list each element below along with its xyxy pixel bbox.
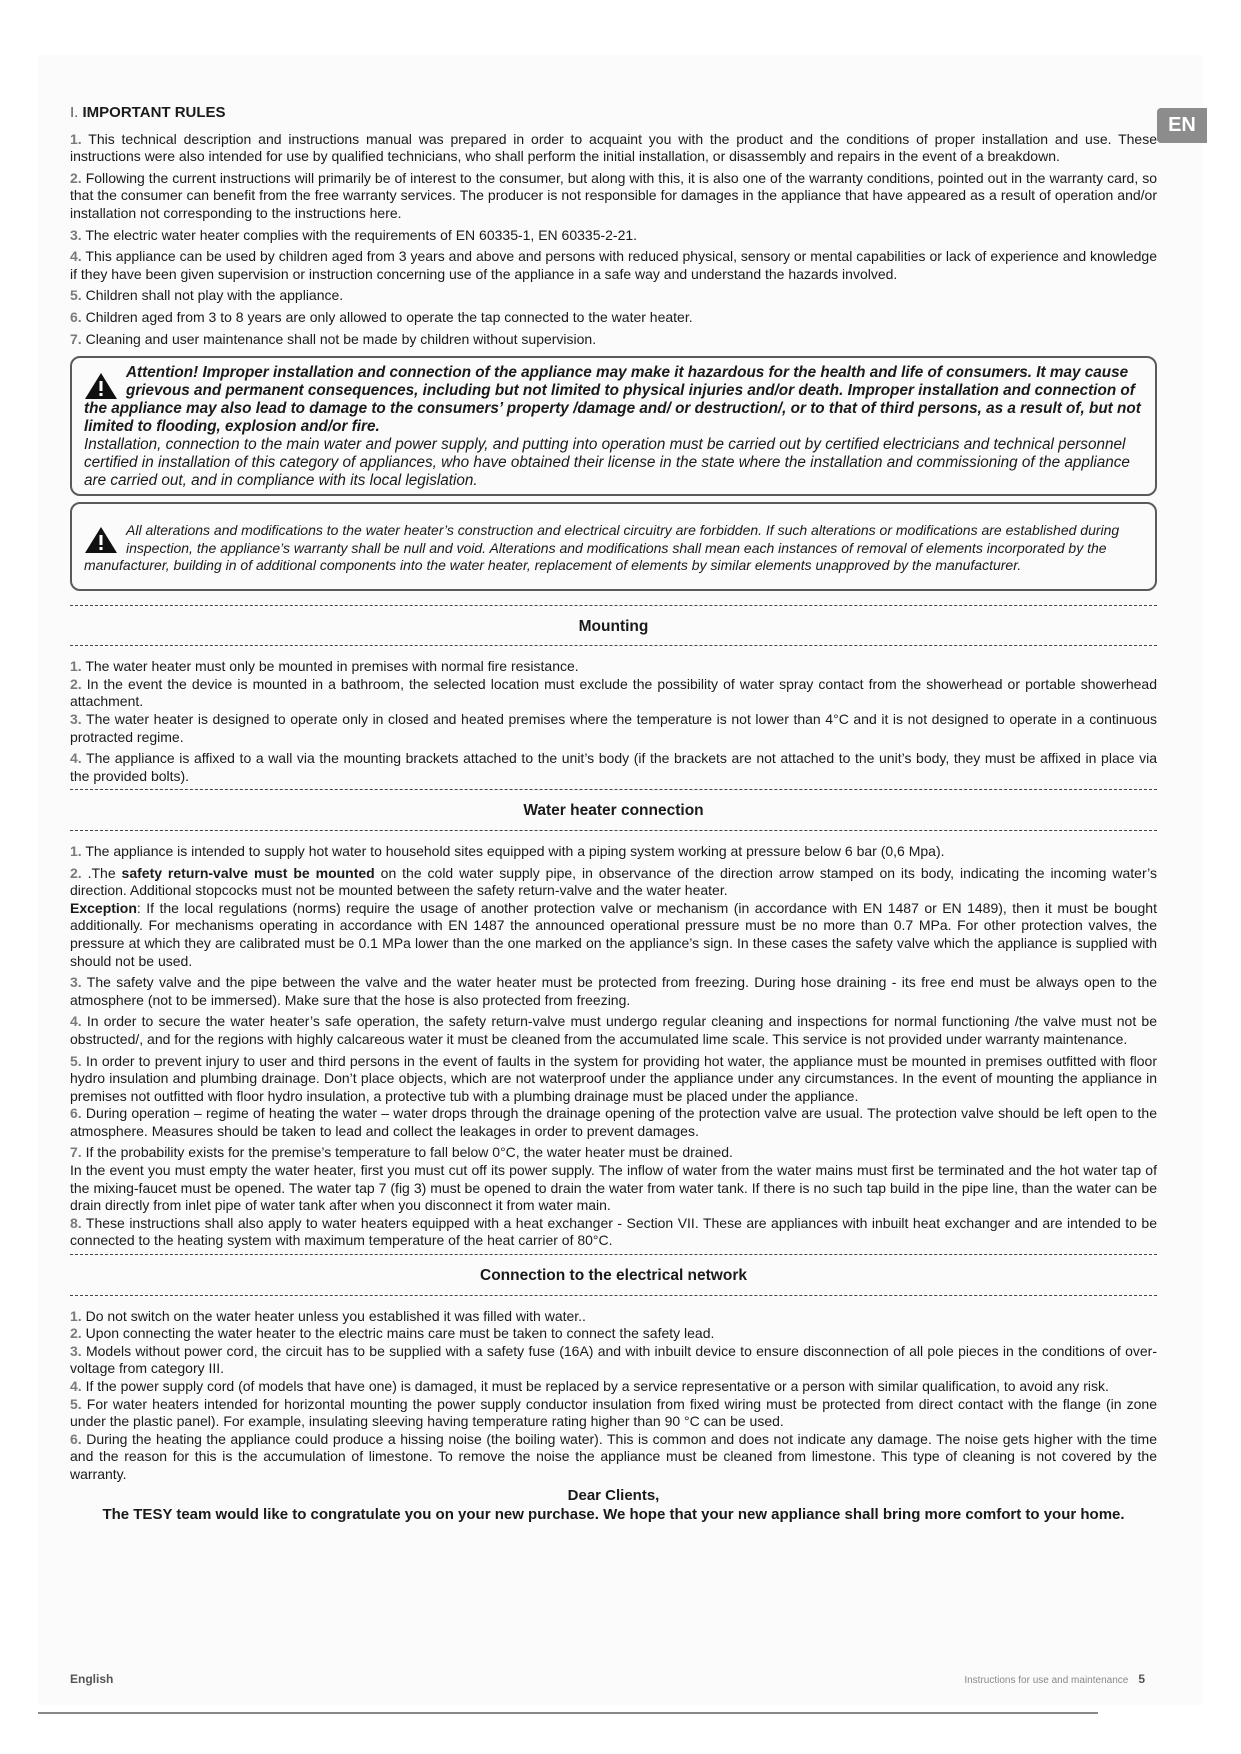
modifications-warning-box	[70, 502, 1157, 591]
rule-item-6: 6. Children aged from 3 to 8 years are only allowed to operate the tap connected to the water heater.	[70, 308, 693, 325]
footer-doc-title	[964, 1672, 1145, 1686]
rule-item-1: 1. This technical description and instructions manual was prepared in order to acquaint you with the product and the conditions of proper installation and use. These instructions were also intended for use by qualified technicians, who shall perform the initial installation, or disassembly and repairs in the event of a breakdown.	[70, 130, 1157, 165]
water-item-2: 2. .The safety return-valve must be mounted on the cold water supply pipe, in observance of the direction arrow stamped on its body, indicating the incoming water’s direction. Additional stopcocks must not be mounted between the safety return-valve and the water heater.	[70, 864, 1157, 899]
section-number: I.	[70, 104, 79, 121]
rule-item-4: 4. This appliance can be used by children aged from 3 years and above and persons with reduced physical, sensory or mental capabilities or lack of experience and knowledge if they have been given supervision or instruction concerning use of the appliance in a safe way and understand the hazards involved.	[70, 248, 1157, 282]
warning-triangle-icon	[84, 372, 118, 400]
attention-warning-bold: Attention! Improper installation and connection of the appliance may make it hazardous for the health and life of consumers. It may cause grievous and permanent consequences, including but not limited to physical injuries and/or death. Improper installation and connection of the appliance may also lead to damage to the consumers’ property /damage and/ or destruction/, or to that of third persons, as a result of, but not limited to flooding, explosion and/or fire.	[84, 364, 1141, 436]
closing-message: The TESY team would like to congratulate you on your new purchase. We hope that your new appliance shall bring more comfort to your home.	[102, 1505, 1125, 1523]
electrical-item-2: 2. Upon connecting the water heater to the electric mains care must be taken to connect the safety lead.	[70, 1325, 715, 1342]
page-content	[70, 104, 1157, 1524]
water-item-4: 4. In order to secure the water heater’s safe operation, the safety return-valve must undergo regular cleaning and inspections for normal functioning /the valve must not be obstructed/, and for the regions with highly calcareous water it must be cleaned from the accumulated lime scale. This service is not provided under warranty maintenance.	[70, 1013, 1157, 1047]
water-item-3: 3. The safety valve and the pipe between the valve and the water heater must be protected from freezing. During hose draining - its free end must be always open to the atmosphere (not to be immersed). Make sure that the hose is also protected from freezing.	[70, 974, 1158, 1008]
section-title-text: IMPORTANT RULES	[82, 104, 226, 121]
mounting-item-4: 4. The appliance is affixed to a wall via the mounting brackets attached to the unit’s body (if the brackets are not attached to the unit’s body, they must be affixed in place via the provided bolts).	[70, 750, 1157, 784]
water-connection-heading: Water heater connection	[523, 802, 704, 820]
warning-triangle-icon	[84, 526, 118, 554]
electrical-item-6: 6. During the heating the appliance could produce a hissing noise (the boiling water). This is common and does not indicate any damage. The noise gets higher with the time and the reason for this is the accumulation of limestone. To remove the noise the appliance must be cleaned from limestone. This type of cleaning is not covered by the warranty.	[70, 1430, 1158, 1482]
mounting-item-3: 3. The water heater is designed to operate only in closed and heated premises where the temperature is not lower than 4°C and it is not designed to operate in a continuous protracted regime.	[70, 711, 1157, 745]
footer-language: English	[70, 1672, 114, 1686]
water-item-7-continued: In the event you must empty the water heater, first you must cut off its power supply. The inflow of water from the water mains must first be terminated and the hot water tap of the mixing-faucet must be opened. The water tap 7 (fig 3) must be opened to drain the water from water tank. If there is no such tap build in the pipe line, than the water can be drain directly from inlet pipe of water tank after when you disconnect it from water main.	[70, 1162, 1157, 1214]
closing-salutation: Dear Clients,	[567, 1486, 660, 1504]
page-number: 5	[1138, 1672, 1145, 1686]
water-item-5: 5. In order to prevent injury to user and third persons in the event of faults in the system for providing hot water, the appliance must be mounted in premises outfitted with floor hydro insulation and plumbing drainage. Don’t place objects, which are not waterproof under the appliance under any circumstances. In the event of mounting the appliance in premises not outfitted with floor hydro insulation, a protective tub with a plumbing drainage must be placed under the appliance.	[70, 1052, 1157, 1104]
language-tab: EN	[1157, 108, 1207, 143]
water-exception: Exception: If the local regulations (norms) require the usage of another protection valve or mechanism (in accordance with EN 1487 or EN 1489), then it must be bought additionally. For mechanisms operating in accordance with EN 1487 the announced operational pressure must be no more than 0.7 MPa. For other protection valves, the pressure at which they are calibrated must be 0.1 MPa lower than the one marked on the appliance’s sign. In these cases the safety valve which the appliance is supplied with should not be used.	[70, 899, 1157, 969]
water-item-6: 6. During operation – regime of heating the water – water drops through the drainage opening of the protection valve are usual. The protection valve should be left open to the atmosphere. Measures should be taken to lead and collect the leakages in order to prevent damages.	[70, 1105, 1157, 1139]
water-item-7: 7. If the probability exists for the premise’s temperature to fall below 0°C, the water heater must be drained.	[70, 1144, 733, 1161]
rule-item-2: 2. Following the current instructions will primarily be of interest to the consumer, but along with this, it is also one of the warranty conditions, pointed out in the warranty card, so that the consumer can benefit from the free warranty services. The producer is not responsible for damages in the appliance that have appeared as a result of operation and/or installation not corresponding to the instructions here.	[70, 169, 1158, 221]
closing-greeting	[70, 1486, 1157, 1524]
electrical-heading: Connection to the electrical network	[480, 1267, 747, 1285]
mounting-item-2: 2. In the event the device is mounted in a bathroom, the selected location must exclude the possibility of water spray contact from the showerhead or portable showerhead attachment.	[70, 675, 1158, 710]
modifications-warning-text: All alterations and modifications to the water heater’s construction and electrical circuitry are forbidden. If such alterations or modifications are established during inspection, the appliance’s warranty shall be null and void. Alterations and modifications shall mean each instances of removal of elements incorporated by the manufacturer, building in of additional components into the water heater, replacement of elements by similar elements unapproved by the manufacturer.	[84, 522, 1120, 574]
mounting-item-1: 1. The water heater must only be mounted in premises with normal fire resistance.	[70, 658, 579, 675]
mounting-heading: Mounting	[578, 617, 649, 635]
electrical-item-4: 4. If the power supply cord (of models that have one) is damaged, it must be replaced by a service representative or a person with similar qualification, to avoid any risk.	[70, 1378, 1109, 1394]
electrical-item-3: 3. Models without power cord, the circuit has to be supplied with a safety fuse (16A) and with inbuilt device to ensure disconnection of all pole pieces in the conditions of over-voltage from category III.	[70, 1342, 1158, 1377]
attention-warning-box	[70, 356, 1157, 496]
electrical-item-1: 1. Do not switch on the water heater unless you established it was filled with water..	[70, 1307, 586, 1324]
rule-item-7: 7. Cleaning and user maintenance shall not be made by children without supervision.	[70, 330, 597, 347]
water-item-8: 8. These instructions shall also apply to water heaters equipped with a heat exchanger - Section VII. These are appliances with inbuilt heat exchanger and are intended to be connected to the heating system with maximum temperature of the heat carrier of 80°C.	[70, 1214, 1157, 1249]
attention-warning-text: Installation, connection to the main water and power supply, and putting into operation must be carried out by certified electricians and technical personnel certified in installation of this category of appliances, who have obtained their license in the state where the installation and commissioning of the appliance are carried out, and in compliance with its local legislation.	[84, 436, 1130, 490]
rule-item-3: 3. The electric water heater complies with the requirements of EN 60335-1, EN 60335-2-21.	[70, 226, 638, 243]
water-item-1: 1. The appliance is intended to supply hot water to household sites equipped with a piping system working at pressure below 6 bar (0,6 Mpa).	[70, 842, 945, 859]
footer-doc-title-text: Instructions for use and maintenance	[964, 1675, 1129, 1686]
electrical-item-5: 5. For water heaters intended for horizontal mounting the power supply conductor insulation from fixed wiring must be protected from direct contact with the flange (in zone under the plastic panel). For example, insulating sleeving having temperature rating higher than 90 °C can be used.	[70, 1395, 1158, 1430]
bottom-rule	[38, 1712, 1098, 1714]
important-rules-title	[70, 104, 1157, 122]
rule-item-5: 5. Children shall not play with the appliance.	[70, 287, 344, 304]
